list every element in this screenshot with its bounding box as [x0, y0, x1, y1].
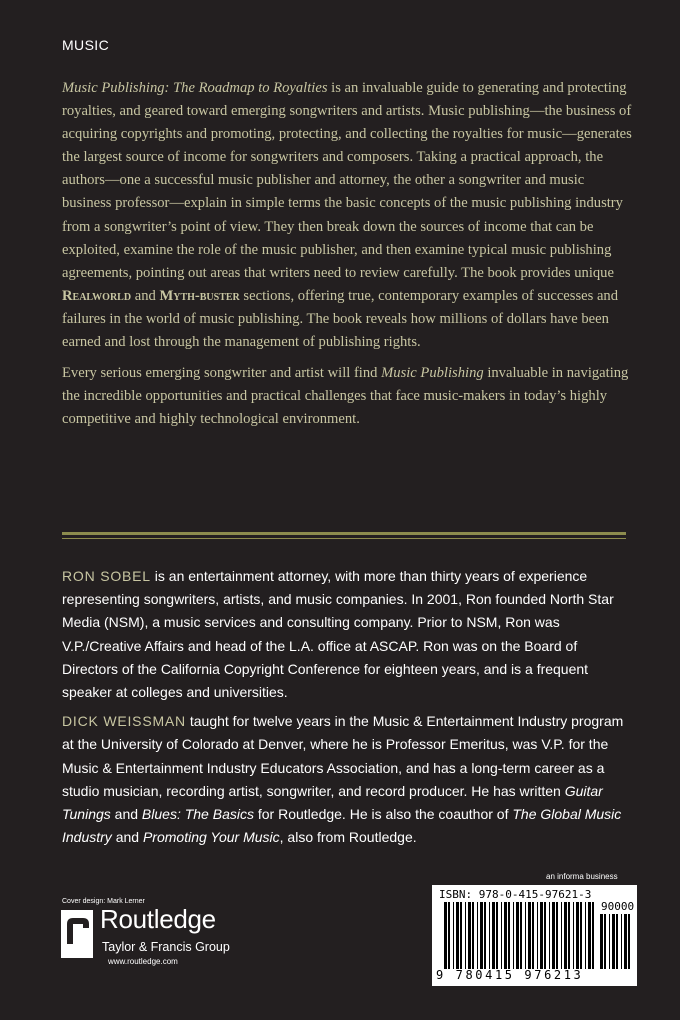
- bio-text: taught for twelve years in the Music & Entertainment Industry program at the University of Colorado at Denver, where he is Professor Emeritus, was V.P. for the Music & Entertainment Industry Educators Association, and has a long-term career as a studio musician, recording artist, songwriter, and record producer. He has written: [62, 713, 624, 799]
- author-name: RON SOBEL: [62, 568, 151, 584]
- author-bio-1: [62, 565, 632, 704]
- cover-design-credit: Cover design: Mark Lerner: [62, 898, 145, 905]
- category-label: MUSIC: [62, 37, 110, 53]
- mythbuster-label: Myth-buster: [159, 287, 240, 304]
- description-paragraph-1: [62, 77, 632, 354]
- bio-text: , also from Routledge.: [279, 829, 417, 846]
- book-reference: Guitar Tunings: [62, 782, 603, 823]
- book-title: Music Publishing: The Roadmap to Royalties: [62, 80, 328, 96]
- book-reference: Promoting Your Music: [142, 829, 280, 846]
- isbn-barcode: [432, 885, 637, 986]
- book-reference: The Global Music Industry: [62, 806, 622, 846]
- author-bio-2: [62, 710, 632, 849]
- bio-text: and: [110, 806, 142, 823]
- description-text: invaluable in navigating the incredible opportunities and practical challenges that face music-makers in today’s highly competitive and highly technological environment.: [62, 365, 629, 428]
- author-bios: [62, 565, 632, 849]
- description-text: and: [131, 287, 160, 304]
- informa-tagline: an informa business: [546, 872, 618, 881]
- publisher-group: Taylor & Francis Group: [102, 940, 230, 954]
- description-text: is an invaluable guide to generating and protecting royalties, and geared toward emerging songwriters and artists. Music publishing—the business of acquiring copyrights and promoting, protecting, and collecting the royalties for music—generates the largest source of income for songwriters and composers. Taking a practical approach, the authors—one a successful music publisher and attorney, the other a songwriter and music business professor—explain in simple terms the basic concepts of the music publishing industry from a songwriter’s point of view. They then break down the sources of income that can be exploited, examine the role of the music publisher, and then examine typical music publishing agreements, pointing out areas that writers need to review carefully. The book provides unique: [62, 80, 632, 281]
- publisher-name: Routledge: [100, 904, 216, 934]
- price-code: 90000: [601, 900, 635, 913]
- isbn-number: ISBN: 978-0-415-97621-3: [439, 888, 592, 901]
- author-name: DICK WEISSMAN: [62, 713, 186, 730]
- realworld-label: Realworld: [62, 287, 132, 304]
- routledge-logo-icon: [61, 910, 93, 958]
- bio-text: for Routledge. He is also the coauthor of: [253, 806, 513, 823]
- description-text: Every serious emerging songwriter and artist will find: [62, 365, 382, 382]
- ean-number: 9 780415 976213: [436, 968, 584, 982]
- book-reference: Blues: The Basics: [141, 806, 254, 823]
- description-text: sections, offering true, contemporary examples of successes and failures in the world of music publishing. The book reveals how millions of dollars have been earned and lost through the management of publishing rights.: [62, 287, 619, 351]
- bio-text: and: [111, 829, 143, 846]
- book-title-short: Music Publishing: [381, 365, 484, 382]
- book-description: [62, 77, 632, 431]
- description-paragraph-2: [62, 362, 632, 431]
- section-divider: [62, 532, 626, 539]
- publisher-url: www.routledge.com: [108, 957, 178, 966]
- bio-text: is an entertainment attorney, with more than thirty years of experience representing songwriters, artists, and music companies. In 2001, Ron founded North Star Media (NSM), a music services and consulting company. Prior to NSM, Ron was V.P./Creative Affairs and head of the L.A. office at ASCAP. Ron was on the Board of Directors of the California Copyright Conference for eighteen years, and is a frequent speaker at colleges and universities.: [62, 568, 614, 701]
